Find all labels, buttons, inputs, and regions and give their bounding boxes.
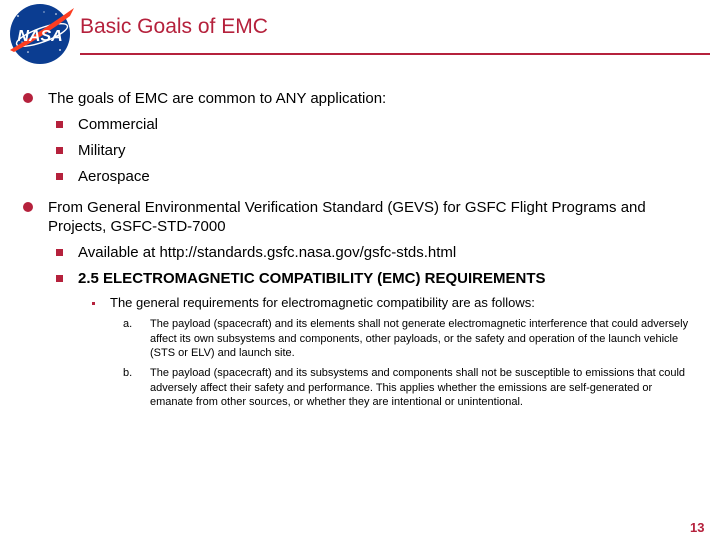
bullet-square-icon bbox=[56, 147, 63, 154]
small-bullet-icon bbox=[92, 302, 95, 305]
bullet-gevs bbox=[48, 198, 708, 236]
requirement-b bbox=[123, 366, 695, 410]
title-divider bbox=[80, 53, 710, 55]
bullet-square-icon bbox=[56, 275, 63, 282]
bullet-dot-icon bbox=[23, 202, 33, 212]
slide-title: Basic Goals of EMC bbox=[80, 15, 268, 38]
requirement-label: b. bbox=[123, 367, 133, 379]
sub-bullet-text: Commercial bbox=[78, 116, 159, 133]
nasa-logo-text: NASA bbox=[17, 28, 63, 45]
sub-bullet-commercial bbox=[78, 116, 158, 134]
requirement-a bbox=[123, 317, 695, 361]
page-number: 13 bbox=[690, 520, 705, 535]
bullet-square-icon bbox=[56, 121, 63, 128]
nasa-logo bbox=[4, 2, 76, 66]
sub-bullet-text: Military bbox=[78, 142, 126, 159]
emc-section-heading: 2.5 ELECTROMAGNETIC COMPATIBILITY (EMC) REQUIREMENTS bbox=[78, 270, 546, 287]
bullet-square-icon bbox=[56, 173, 63, 180]
requirement-text: The payload (spacecraft) and its elements shall not generate electromagnetic interference that could adversely affect its own subsystems and components, other payloads, or the safety and operation of the launch vehicle (STS or ELV) and launch site. bbox=[150, 318, 689, 359]
bullet-square-icon bbox=[56, 249, 63, 256]
sub-bullet-text: Aerospace bbox=[78, 168, 150, 185]
bullet-goals-text: The goals of EMC are common to ANY application: bbox=[48, 90, 387, 107]
available-prefix: Available at bbox=[78, 244, 160, 261]
sub-bullet-military bbox=[78, 142, 126, 160]
requirement-label: a. bbox=[123, 318, 133, 330]
bullet-gevs-text: From General Environmental Verification Standard (GEVS) for GSFC Flight Programs and Projects, GSFC-STD-7000 bbox=[48, 199, 646, 235]
standards-link[interactable]: http://standards.gsfc.nasa.gov/gsfc-stds.html bbox=[159, 244, 457, 261]
requirement-text: The payload (spacecraft) and its subsystems and components shall not be susceptible to emissions that could adversely affect their safety and performance. This applies whether the emissions are self-generated or emanate from other sources, or whether they are intentional or unintentional. bbox=[150, 367, 686, 408]
sub-bullet-emc-section bbox=[78, 270, 546, 288]
sub-bullet-available bbox=[78, 244, 456, 262]
bullet-dot-icon bbox=[23, 93, 33, 103]
bullet-goals bbox=[48, 89, 708, 108]
general-requirements bbox=[110, 295, 535, 311]
sub-bullet-aerospace bbox=[78, 168, 150, 186]
general-requirements-text: The general requirements for electromagnetic compatibility are as follows: bbox=[110, 295, 535, 310]
